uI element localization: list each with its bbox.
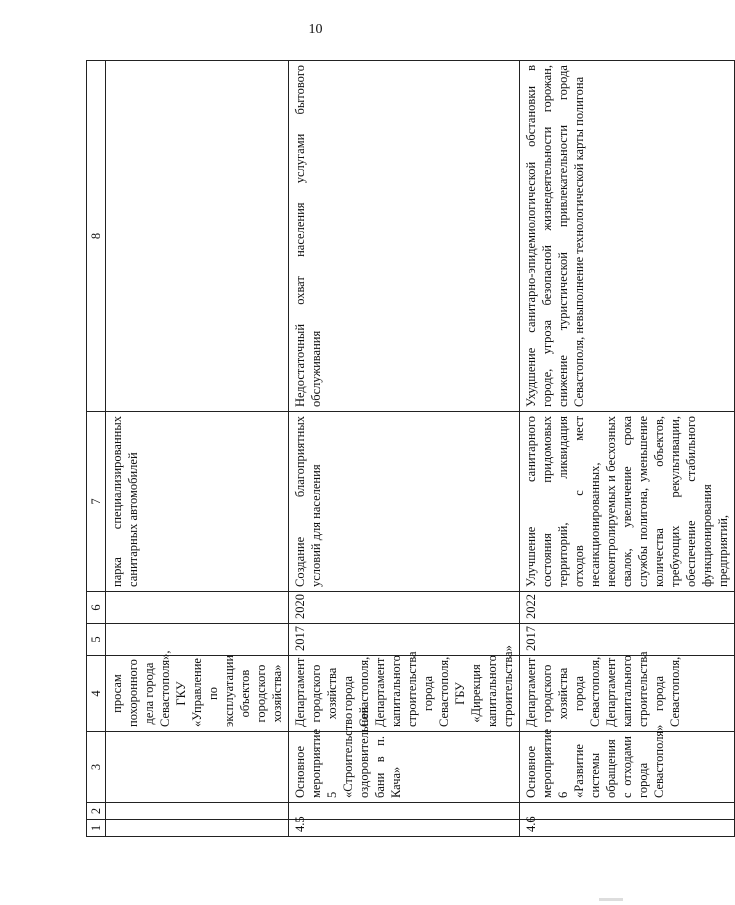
rotated-table-container [86,61,730,837]
cell-number [106,820,289,837]
table-row [289,61,520,837]
header-col-8: 8 [87,61,106,412]
cell-executor: Департамент городского хозяйства города Севастополя, Департамент капитального строительства города Севастополя, ГБУ «Дирекция капитального строительства» [289,656,520,732]
header-col-2: 2 [87,803,106,820]
header-col-5: 5 [87,624,106,656]
cell-measure: Основное мероприятие 5 «Строительство оздоровительной бани в п. Кача» [289,732,520,803]
measures-table [86,60,735,837]
cell-start-year: 2017 [289,624,520,656]
cell-col2 [520,803,735,820]
header-col-6: 6 [87,592,106,624]
table-row [106,61,289,837]
page-number: 10 [308,22,323,37]
cell-consequence: Ухудшение санитарно-эпидемиологической обстановки в городе, угроза безопасной жизнедеятельности горожан, снижение туристической привлекательности города Севастополя, невыполнение технологической карты полигона [520,61,735,412]
cell-result: парка специализированных санитарных автомобилей [106,412,289,592]
scan-artifact [599,898,623,901]
cell-result: Улучшение санитарного состояния придомовых территорий, ликвидация отходов с мест несанкционированных, неконтролируемых и бесхозных свалок, увеличение срока службы полигона, уменьшение количества объектов, требующих рекультивации, обеспечение стабильного функционирования предприятий, [520,412,735,592]
cell-measure [106,732,289,803]
header-row [87,61,106,837]
header-col-3: 3 [87,732,106,803]
header-col-7: 7 [87,412,106,592]
cell-measure: Основное мероприятие 6 «Развитие системы обращения с отходами города Севастополя» [520,732,735,803]
header-col-1: 1 [87,820,106,837]
cell-number: 4.5 [289,820,520,837]
cell-end-year: 2022 [520,592,735,624]
cell-executor: Департамент городского хозяйства города Севастополя, Департамент капитального строительства города Севастополя, [520,656,735,732]
cell-consequence [106,61,289,412]
cell-executor: просам похоронного дела города Севастополя», ГКУ «Управление по эксплуатации объектов городского хозяйства» [106,656,289,732]
cell-end-year [106,592,289,624]
cell-result: Создание благоприятных условий для населения [289,412,520,592]
cell-start-year [106,624,289,656]
cell-start-year: 2017 [520,624,735,656]
header-col-4: 4 [87,656,106,732]
cell-number: 4.6 [520,820,735,837]
table-row [520,61,735,837]
cell-col2 [289,803,520,820]
cell-end-year: 2020 [289,592,520,624]
cell-col2 [106,803,289,820]
cell-consequence: Недостаточный охват населения услугами бытового обслуживания [289,61,520,412]
